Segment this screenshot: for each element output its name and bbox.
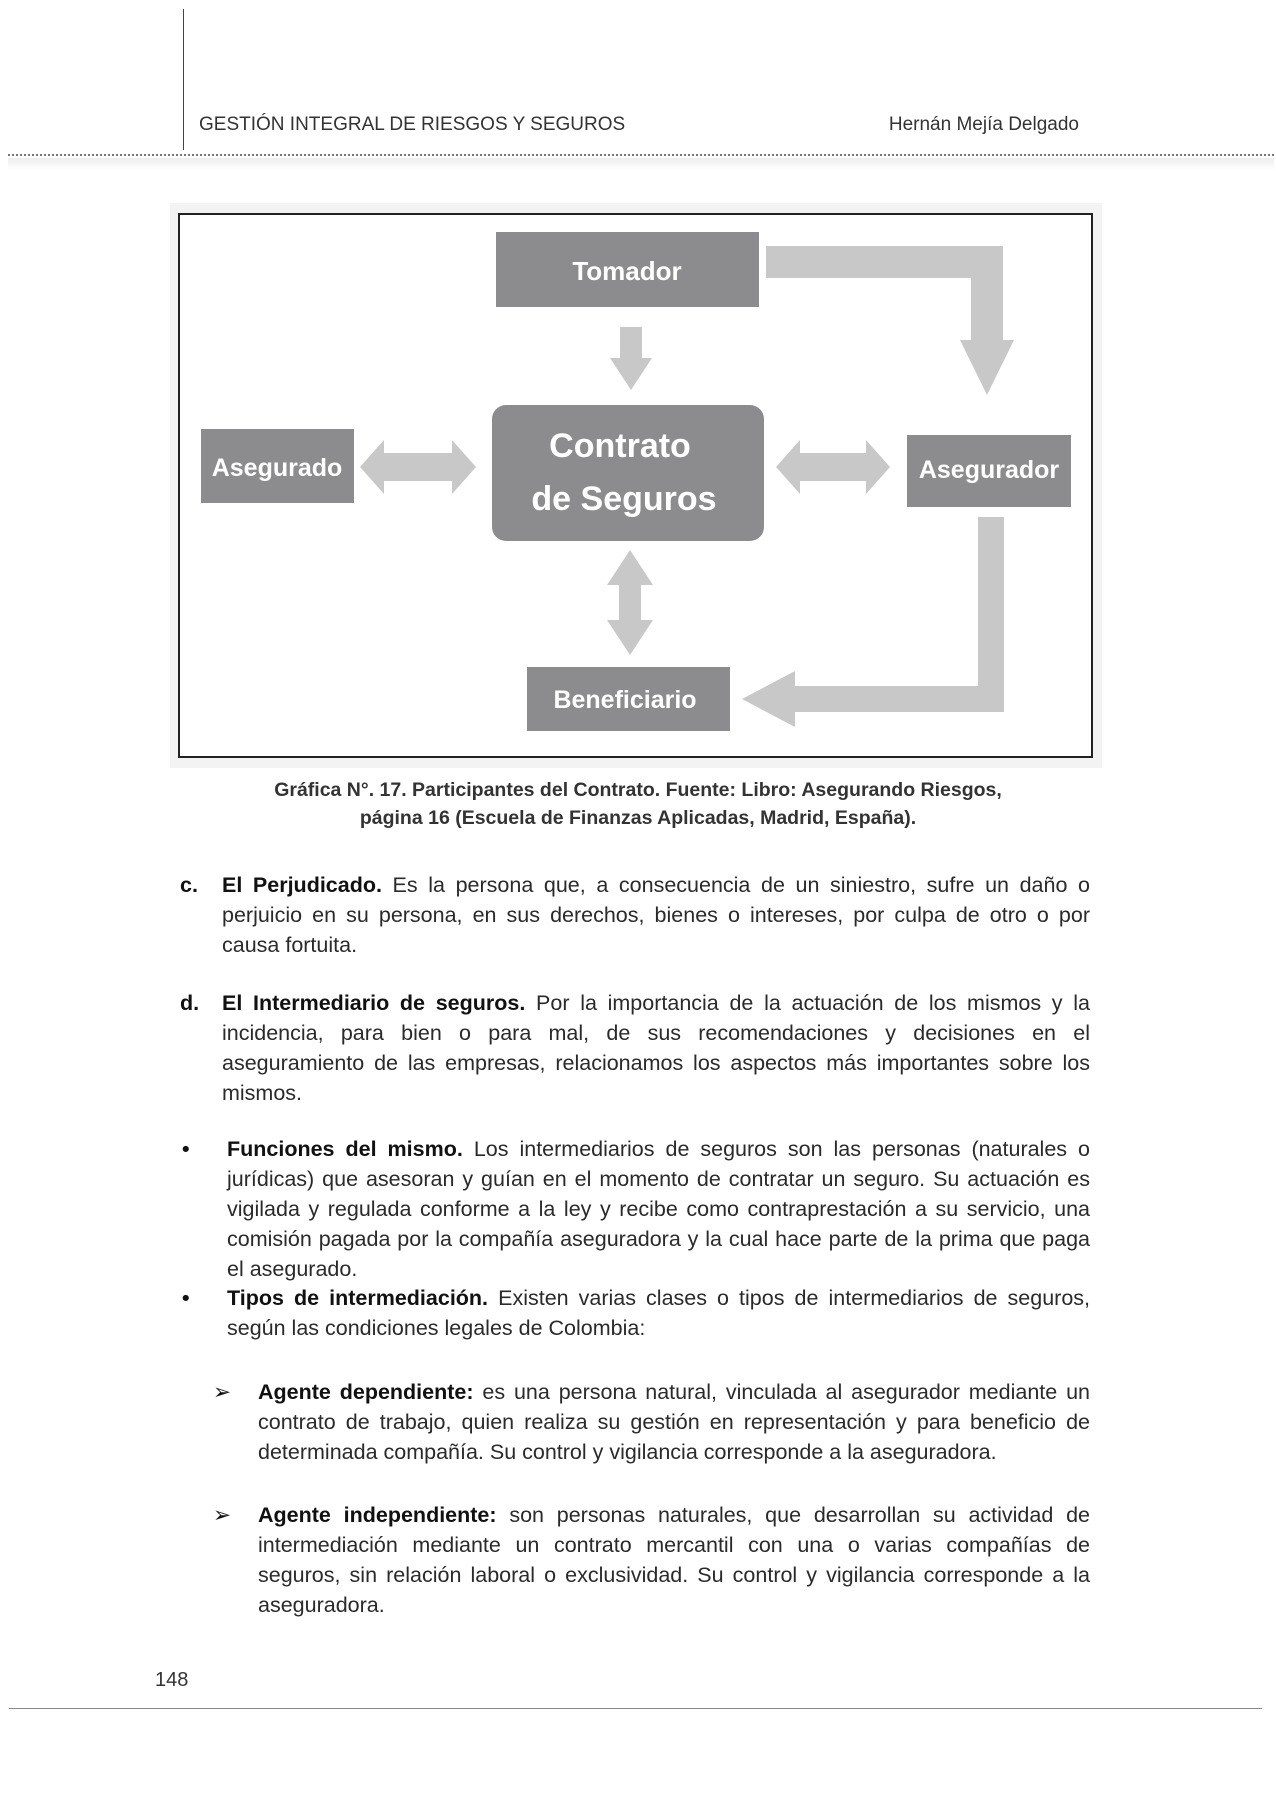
subitem-independiente-text: son personas naturales, que desarrollan su actividad de intermediación mediante un contrato mercantil con una o varias compañías de seguros, sin relación laboral o exclusividad. Su control y vigilancia corresponde a la aseguradora. [258, 1503, 1090, 1617]
section-c-title: El Perjudicado. [222, 873, 382, 897]
bullet-tipos-text: Existen varias clases o tipos de intermediarios de seguros, según las condiciones legales de Colombia: [227, 1286, 1090, 1340]
arrow-bullet-icon: ➢ [213, 1503, 232, 1527]
bullet-marker: • [182, 1137, 190, 1161]
subitem-independiente-title: Agente independiente: [258, 1503, 497, 1527]
label-beneficiario: Beneficiario [553, 686, 697, 714]
subitem-dependiente-text: es una persona natural, vinculada al asegurador mediante un contrato de trabajo, quien realiza su gestión en representación y para beneficio de determinada compañía. Su control y vigilancia corresponde a la aseguradora. [258, 1380, 1090, 1464]
section-d-text: Por la importancia de la actuación de los mismos y la incidencia, para bien o para mal, de sus recomendaciones y decisiones en el aseguramiento de las empresas, relacionamos los aspectos más importantes sobre los mismos. [222, 991, 1090, 1105]
box-contrato [492, 405, 764, 541]
section-c-paragraph [222, 870, 1090, 960]
bullet-funciones [227, 1134, 1090, 1284]
caption-line2: página 16 (Escuela de Finanzas Aplicadas, Madrid, España). [359, 807, 917, 829]
label-asegurado: Asegurado [211, 454, 343, 482]
section-c-marker: c. [180, 873, 198, 897]
label-contrato-line2: de Seguros [531, 480, 717, 518]
label-contrato-line1: Contrato [549, 427, 691, 465]
bullet-tipos-title: Tipos de intermediación. [227, 1286, 489, 1310]
footer-divider [9, 1708, 1262, 1709]
arrow-bullet-icon: ➢ [213, 1380, 232, 1404]
subitem-agente-dependiente [258, 1377, 1090, 1467]
header-book-title: GESTIÓN INTEGRAL DE RIESGOS Y SEGUROS [199, 114, 626, 135]
bullet-tipos [227, 1283, 1090, 1343]
bullet-marker: • [182, 1286, 190, 1310]
figure-caption [150, 776, 1126, 832]
section-d-marker: d. [180, 991, 200, 1015]
bullet-funciones-title: Funciones del mismo. [227, 1137, 463, 1161]
section-d-title: El Intermediario de seguros. [222, 991, 526, 1015]
caption-line1: Gráfica N°. 17. Participantes del Contrato. Fuente: Libro: Asegurando Riesgos, [274, 779, 1002, 801]
subitem-dependiente-title: Agente dependiente: [258, 1380, 474, 1404]
section-d-paragraph [222, 988, 1090, 1108]
label-asegurador: Asegurador [918, 456, 1060, 484]
bullet-funciones-text: Los intermediarios de seguros son las personas (naturales o jurídicas) que asesoran y guían en el momento de contratar un seguro. Su actuación es vigilada y regulada conforme a la ley y recibe como contraprestación a su servicio, una comisión pagada por la compañía aseguradora y la cual hace parte de la prima que paga el asegurado. [227, 1137, 1090, 1281]
page-number: 148 [155, 1669, 189, 1691]
section-c-text: Es la persona que, a consecuencia de un siniestro, sufre un daño o perjuicio en su persona, en sus derechos, bienes o intereses, por culpa de otro o por causa fortuita. [222, 873, 1090, 957]
header-author: Hernán Mejía Delgado [888, 114, 1079, 135]
label-tomador: Tomador [572, 256, 682, 286]
participants-diagram [0, 0, 1276, 800]
subitem-agente-independiente [258, 1500, 1090, 1620]
